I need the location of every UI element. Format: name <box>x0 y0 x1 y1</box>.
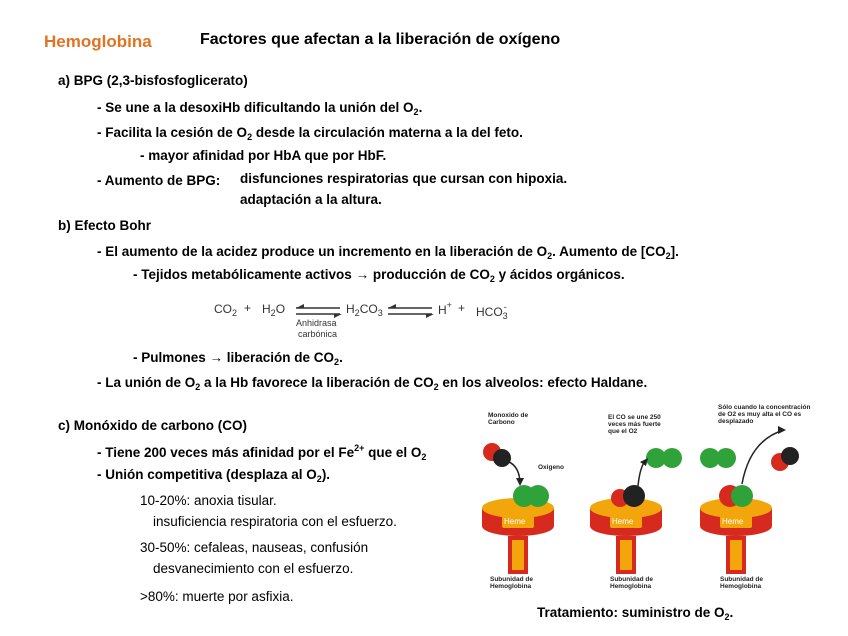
subunit-label-3: Subunidad de Hemoglobina <box>720 576 763 590</box>
equilibrium-arrows <box>294 304 344 318</box>
bpg-line-4-a: disfunciones respiratorias que cursan con hipoxia. <box>240 171 568 186</box>
co-range-3: >80%: muerte por asfixia. <box>140 589 294 604</box>
bpg-line-4-b: adaptación a la altura. <box>240 192 382 207</box>
co-line-1: - Tiene 200 veces más afinidad por el $Fe^{2+}$ que el $O_2$ <box>97 443 427 462</box>
bpg-line-1: - Se une a la desoxiHb dificultando la unión del $O_2$. <box>97 100 423 117</box>
bohr-line-1: - El aumento de la acidez produce un incremento en la liberación de $O_2$. Aumento de $[CO_2]$. <box>97 244 679 261</box>
co-heading: c) Monóxido de carbono (CO) <box>58 418 247 433</box>
co-range-2: 30-50%: cefaleas, nauseas, confusión <box>140 540 369 555</box>
heme-label-1: Heme <box>504 517 526 526</box>
bohr-line-3: - Pulmones → liberación de $CO_2$. <box>133 350 343 367</box>
bpg-line-4-label: - Aumento de BPG: <box>97 173 221 188</box>
section-label: Hemoglobina <box>44 32 152 51</box>
bohr-heading: b) Efecto Bohr <box>58 218 151 233</box>
co-range-1: 10-20%: anoxia tisular. <box>140 493 277 508</box>
bohr-equation: $CO_2$ + $H_2O$ Anhidrasa carbónica $H_2CO_3$ H+ + $HCO_3^-$ <box>214 300 508 339</box>
label-middle: El CO se une 250 veces más fuerte que el O2 <box>608 414 661 435</box>
bohr-line-4: - La unión de $O_2$ a la Hb favorece la liberación de $CO_2$ en los alveolos: efecto Haldane. <box>97 375 648 392</box>
equilibrium-arrows-2 <box>386 304 436 318</box>
label-co: Monoxido de Carbono <box>488 412 529 426</box>
co-range-2b: desvanecimiento con el esfuerzo. <box>153 561 354 576</box>
page-title: Factores que afectan a la liberación de oxígeno <box>200 31 561 48</box>
bohr-line-2: - Tejidos metabólicamente activos → producción de $CO_2$ y ácidos orgánicos. <box>133 267 625 284</box>
treatment-caption: Tratamiento: suministro de $O_2$. <box>537 605 734 622</box>
bpg-line-2: - Facilita la cesión de $O_2$ desde la circulación materna a la del feto. <box>97 125 523 142</box>
co-range-1b: insuficiencia respiratoria con el esfuerzo. <box>153 514 397 529</box>
bpg-line-3: - mayor afinidad por HbA que por HbF. <box>140 148 387 163</box>
co-line-2: - Unión competitiva (desplaza al $O_2$). <box>97 467 331 484</box>
subunit-label-2: Subunidad de Hemoglobina <box>610 576 653 590</box>
hemoglobin-figure <box>480 400 820 600</box>
heme-label-3: Heme <box>722 517 744 526</box>
label-right: Sólo cuando la concentración de O2 es muy alta el CO es desplazado <box>718 404 811 425</box>
label-oxigeno: Oxigeno <box>538 464 565 471</box>
subunit-label-1: Subunidad de Hemoglobina <box>490 576 533 590</box>
hemoglobin-diagram <box>480 400 820 600</box>
bpg-heading: a) BPG (2,3-bisfosfoglicerato) <box>58 73 248 88</box>
heme-label-2: Heme <box>612 517 634 526</box>
